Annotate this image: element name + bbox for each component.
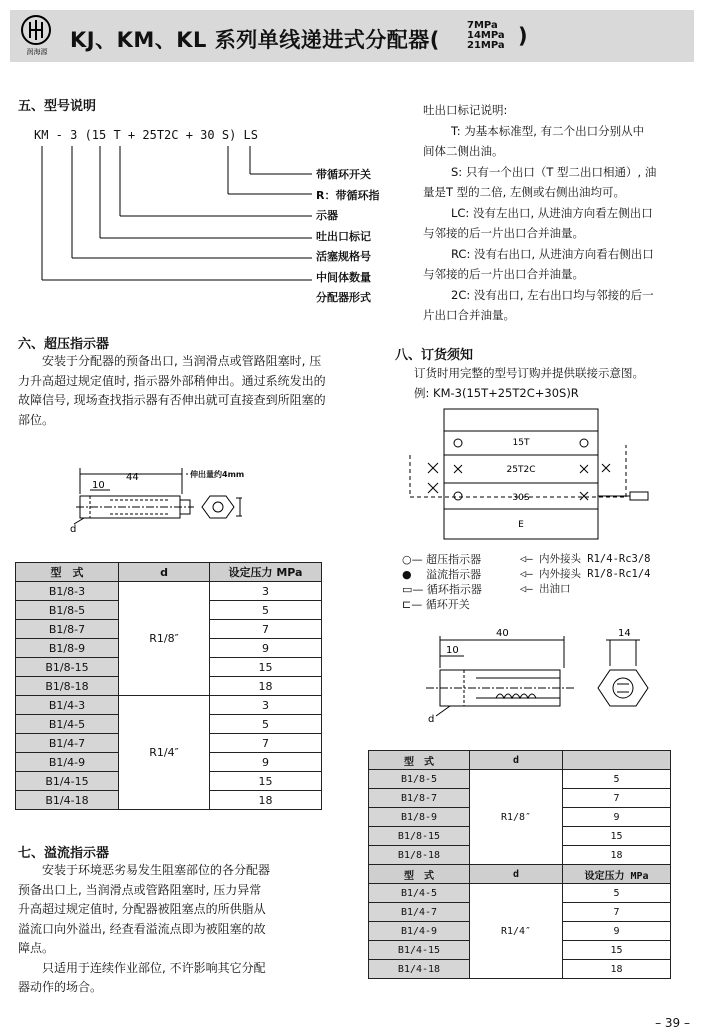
table-header-row	[369, 751, 671, 770]
label-outlet-mark: 吐出口标记	[316, 229, 371, 243]
d-cell: R1/8″	[119, 582, 210, 696]
cycle-switch-icon: ⊏—	[402, 598, 426, 611]
d-cell: R1/8″	[470, 770, 563, 865]
model-cell: B1/8-9	[369, 808, 470, 827]
pressure-cell: 18	[210, 791, 322, 810]
model-cell: B1/8-7	[369, 789, 470, 808]
table-row	[16, 582, 322, 601]
company-logo-icon	[20, 14, 52, 46]
d-label: d	[70, 524, 77, 535]
table-row	[16, 696, 322, 715]
col-header-model: 型 式	[16, 563, 119, 582]
section7-text	[18, 861, 298, 998]
section8-line: 订货时用完整的型号订购并提供联接示意图。	[414, 366, 644, 380]
model-labels	[316, 165, 379, 309]
page-title: KJ、KM、KL 系列单线递进式分配器(	[70, 28, 440, 52]
col-header-pressure: 设定压力 MPa	[210, 563, 322, 582]
outlet-line: 与邻接的后一片出口合并油量。	[423, 267, 584, 281]
cycle-indicator-icon: ▭—	[402, 583, 427, 596]
table-header-row	[16, 563, 322, 582]
pressure-cell: 5	[210, 601, 322, 620]
pressure-cell: 9	[563, 922, 671, 941]
col-header-model: 型 式	[369, 865, 470, 884]
outlet-line: 与邻接的后一片出口合并油量。	[423, 226, 584, 240]
section7-line: 溢流口向外溢出, 经查看溢流点即为被阻塞的故	[18, 921, 266, 936]
dim-10: 10	[446, 645, 459, 656]
model-cell: B1/4-3	[16, 696, 119, 715]
model-cell: B1/8-7	[16, 620, 119, 639]
col-header-d: d	[119, 563, 210, 582]
outlet-line: 间体二侧出油。	[423, 144, 504, 158]
model-cell: B1/8-18	[16, 677, 119, 696]
diagram-row-15T: 15T	[512, 438, 530, 448]
section6-line: 部位。	[18, 412, 55, 427]
pressure-7: 7MPa	[467, 20, 498, 31]
model-cell: B1/4-15	[369, 941, 470, 960]
col-header-d: d	[470, 865, 563, 884]
table-row	[369, 770, 671, 789]
pressure-cell: 3	[210, 582, 322, 601]
pressure-cell: 5	[210, 715, 322, 734]
d-cell: R1/4″	[119, 696, 210, 810]
connection-diagram	[408, 405, 668, 545]
col-header-blank	[563, 751, 671, 770]
model-cell: B1/4-9	[16, 753, 119, 772]
section7-line: 预备出口上, 当润滑点或管路阻塞时, 压力异常	[18, 882, 262, 897]
legend-item: ○— 超压指示器	[402, 553, 482, 566]
section8-heading: 八、订货须知	[395, 348, 474, 363]
outlet-line: 量是T 型的二倍, 左侧或右侧出油均可。	[423, 185, 625, 199]
pressure-cell: 15	[563, 827, 671, 846]
legend-item: ◁— 内外接头 R1/8-Rc1/4	[520, 568, 651, 580]
pressure-cell: 7	[563, 789, 671, 808]
logo-text: 润海源	[26, 48, 48, 56]
pressure-cell: 7	[210, 734, 322, 753]
section6-text	[18, 352, 353, 430]
dim-44: 44	[126, 472, 139, 483]
model-code: KM - 3 (15 T + 25T2C + 30 S) LS	[34, 128, 258, 142]
pressure-cell: 7	[563, 903, 671, 922]
pressure-cell: 18	[563, 960, 671, 979]
model-cell: B1/4-18	[369, 960, 470, 979]
d-cell: R1/4″	[470, 884, 563, 979]
legend-item: ▭— 循环指示器	[402, 583, 482, 596]
arrow-icon: ◁—	[520, 568, 539, 580]
model-cell: B1/4-5	[16, 715, 119, 734]
section8-text	[414, 364, 694, 403]
model-cell: B1/4-5	[369, 884, 470, 903]
pressure-14: 14MPa	[467, 30, 505, 41]
stroke-note: 伸出量约4mm	[190, 470, 245, 479]
label-distributor-type: 分配器形式	[316, 291, 371, 304]
section6-line: 安装于分配器的预备出口, 当润滑点或管路阻塞时, 压	[42, 354, 322, 368]
section6-line: 故障信号, 现场查找指示器有否伸出就可直接查到所阻塞的	[18, 393, 326, 407]
label-piston-spec: 活塞规格号	[316, 250, 371, 263]
table-header-row	[369, 865, 671, 884]
model-cell: B1/4-15	[16, 772, 119, 791]
legend-item: ● 溢流指示器	[402, 568, 482, 581]
section7-line: 升高超过规定值时, 分配器被阻塞点的所供脂从	[18, 902, 266, 916]
pressure-cell: 5	[563, 884, 671, 903]
pressure-cell: 15	[563, 941, 671, 960]
legend-left	[402, 552, 482, 612]
outlet-line: T: 为基本标准型, 有二个出口分别从中	[451, 123, 645, 138]
section7-line: 障点。	[18, 941, 55, 955]
pressure-cell: 18	[563, 846, 671, 865]
outlet-marks-heading: 吐出口标记说明:	[423, 103, 508, 117]
col-header-model: 型 式	[369, 751, 470, 770]
overpressure-spec-table	[15, 562, 322, 810]
legend-item: ◁— 内外接头 R1/4-Rc3/8	[520, 553, 651, 565]
pressure-ratings	[467, 21, 505, 51]
label-indicator-cont: 示器	[316, 209, 338, 222]
section5-heading: 五、型号说明	[18, 99, 97, 114]
pressure-cell: 7	[210, 620, 322, 639]
model-cell: B1/8-15	[369, 827, 470, 846]
model-cell: B1/4-7	[16, 734, 119, 753]
section8-line: 例: KM-3(15T+25T2C+30S)R	[414, 385, 579, 400]
pressure-cell: 15	[210, 658, 322, 677]
pressure-cell: 9	[210, 753, 322, 772]
model-cell: B1/4-7	[369, 903, 470, 922]
model-cell: B1/8-9	[16, 639, 119, 658]
model-cell: B1/4-18	[16, 791, 119, 810]
outlet-line: 2C: 没有出口, 左右出口均与邻接的后一	[451, 287, 654, 302]
d-label: d	[428, 714, 435, 725]
pressure-cell: 3	[210, 696, 322, 715]
model-cell: B1/4-9	[369, 922, 470, 941]
pressure-21: 21MPa	[467, 40, 505, 51]
dim-40: 40	[496, 628, 509, 639]
col-header-pressure: 设定压力 MPa	[563, 865, 671, 884]
dim-14: 14	[618, 628, 631, 639]
model-cell: B1/8-3	[16, 582, 119, 601]
pressure-cell: 9	[563, 808, 671, 827]
arrow-icon: ◁—	[520, 553, 539, 565]
legend-item: ◁— 出油口	[520, 583, 571, 595]
model-cell: B1/8-5	[16, 601, 119, 620]
diagram-row-E: E	[518, 520, 524, 530]
pressure-cell: 15	[210, 772, 322, 791]
outlet-line: RC: 没有右出口, 从进油方向看右侧出口	[451, 246, 654, 261]
outlet-line: LC: 没有左出口, 从进油方向看左侧出口	[451, 205, 653, 220]
pressure-cell: 18	[210, 677, 322, 696]
section7-heading: 七、溢流指示器	[18, 846, 110, 861]
outlet-line: S: 只有一个出口（T 型二出口相通）, 油	[451, 164, 657, 179]
section7-line: 只适用于连续作业部位, 不许影响其它分配	[42, 960, 266, 975]
table-row	[369, 884, 671, 903]
section7-line: 安装于环境恶劣易发生阻塞部位的各分配器	[42, 863, 271, 877]
label-cycle-switch: 带循环开关	[316, 168, 371, 181]
model-cell: B1/8-15	[16, 658, 119, 677]
dim-10: 10	[92, 480, 105, 491]
outlet-marks-block	[423, 100, 691, 326]
label-cycle-indicator: R：带循环指	[316, 188, 380, 202]
pressure-cell: 9	[210, 639, 322, 658]
section6-heading: 六、超压指示器	[18, 337, 110, 352]
diagram-row-30S: 30S	[512, 493, 530, 503]
pressure-cell: 5	[563, 770, 671, 789]
overflow-spec-table	[368, 750, 671, 979]
page-number: – 39 –	[655, 1016, 690, 1030]
legend-right	[520, 552, 651, 597]
section7-line: 器动作的场合。	[18, 980, 103, 994]
overflow-indicator-drawing	[420, 626, 676, 726]
label-body-count: 中间体数量	[316, 270, 371, 284]
legend-item: ⊏— 循环开关	[402, 598, 470, 611]
model-cell: B1/8-18	[369, 846, 470, 865]
title-close: )	[518, 24, 528, 48]
diagram-row-25T2C: 25T2C	[506, 465, 536, 475]
outlet-line: 片出口合并油量。	[423, 308, 515, 322]
section6-line: 力升高超过规定值时, 指示器外部稍伸出。通过系统发出的	[18, 373, 326, 388]
hollow-circle-icon: ○—	[402, 553, 427, 566]
col-header-d: d	[470, 751, 563, 770]
filled-circle-icon: ●	[402, 568, 427, 581]
model-cell: B1/8-5	[369, 770, 470, 789]
arrow-icon: ◁—	[520, 583, 539, 595]
